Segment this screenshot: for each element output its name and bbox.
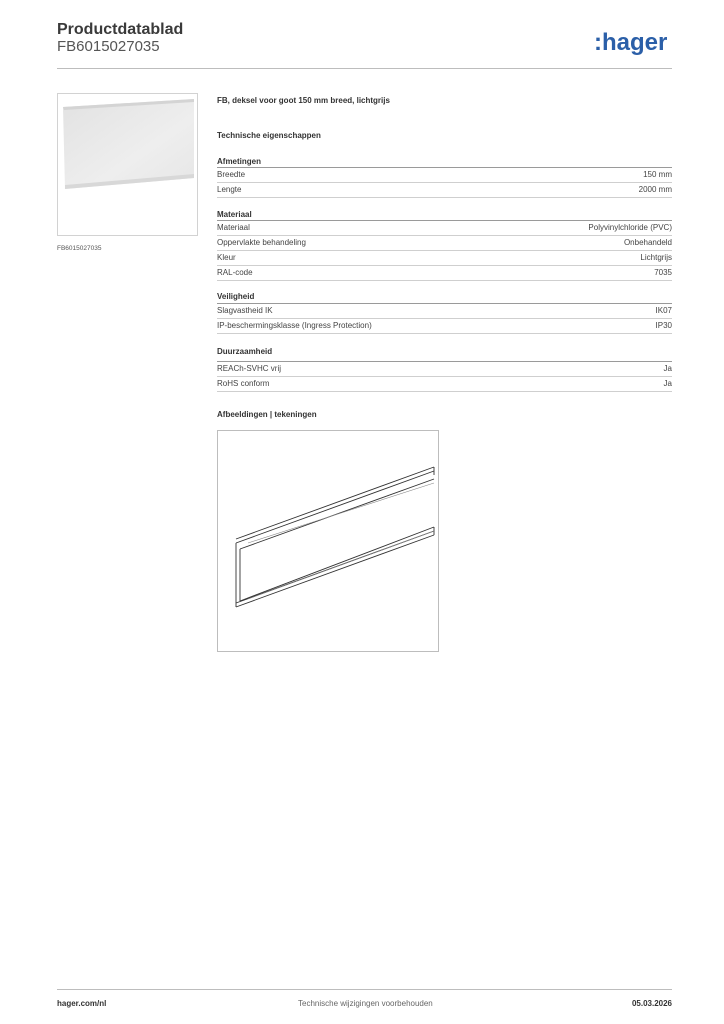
specs-section-title: Technische eigenschappen bbox=[217, 131, 321, 140]
footer-website[interactable]: hager.com/nl bbox=[57, 999, 107, 1008]
spec-value: Polyvinylchloride (PVC) bbox=[588, 223, 672, 232]
spec-value: 7035 bbox=[654, 268, 672, 277]
page-title: Productdatablad bbox=[57, 21, 184, 38]
spec-value: Lichtgrijs bbox=[640, 253, 672, 262]
spec-label: RAL-code bbox=[217, 268, 253, 277]
product-description: FB, deksel voor goot 150 mm breed, lichtgrijs bbox=[217, 96, 390, 105]
spec-value: 150 mm bbox=[643, 170, 672, 179]
hager-logo bbox=[594, 28, 674, 58]
logo-text: :hager bbox=[594, 29, 668, 56]
product-code: FB6015027035 bbox=[57, 38, 160, 55]
spec-label: Materiaal bbox=[217, 223, 250, 232]
spec-label: REACh-SVHC vrij bbox=[217, 364, 282, 373]
spec-row bbox=[217, 236, 672, 251]
spec-label: Breedte bbox=[217, 170, 246, 179]
drawings-title: Afbeeldingen | tekeningen bbox=[217, 410, 317, 419]
footer-date: 05.03.2026 bbox=[631, 999, 672, 1008]
spec-row bbox=[217, 168, 672, 183]
group-title-materiaal: Materiaal bbox=[217, 210, 252, 219]
spec-row bbox=[217, 266, 672, 281]
spec-value: Onbehandeld bbox=[623, 238, 672, 247]
group-title-veiligheid: Veiligheid bbox=[217, 292, 255, 301]
spec-label: Kleur bbox=[217, 253, 236, 262]
spec-row bbox=[217, 319, 672, 334]
footer-divider bbox=[57, 989, 672, 990]
spec-row bbox=[217, 377, 672, 392]
product-photo bbox=[57, 93, 198, 236]
group-title-duurzaamheid: Duurzaamheid bbox=[217, 347, 273, 356]
header-divider bbox=[57, 68, 672, 69]
spec-label: IP-beschermingsklasse (Ingress Protection) bbox=[217, 321, 372, 330]
spec-value: Ja bbox=[663, 364, 672, 373]
spec-row bbox=[217, 221, 672, 236]
spec-value: 2000 mm bbox=[638, 185, 672, 194]
spec-value: IP30 bbox=[655, 321, 672, 330]
spec-row bbox=[217, 304, 672, 319]
spec-label: Lengte bbox=[217, 185, 242, 194]
cover-line-drawing bbox=[218, 431, 438, 651]
spec-label: RoHS conform bbox=[217, 379, 270, 388]
photo-caption: FB6015027035 bbox=[57, 245, 102, 252]
spec-row bbox=[217, 251, 672, 266]
spec-label: Slagvastheid IK bbox=[217, 306, 273, 315]
spec-value: IK07 bbox=[655, 306, 672, 315]
spec-value: Ja bbox=[663, 379, 672, 388]
spec-row bbox=[217, 183, 672, 198]
technical-drawing bbox=[217, 430, 439, 652]
spec-row bbox=[217, 362, 672, 377]
spec-label: Oppervlakte behandeling bbox=[217, 238, 306, 247]
product-cover-image bbox=[58, 94, 197, 235]
group-title-afmetingen: Afmetingen bbox=[217, 157, 261, 166]
footer-disclaimer: Technische wijzigingen voorbehouden bbox=[298, 999, 433, 1008]
